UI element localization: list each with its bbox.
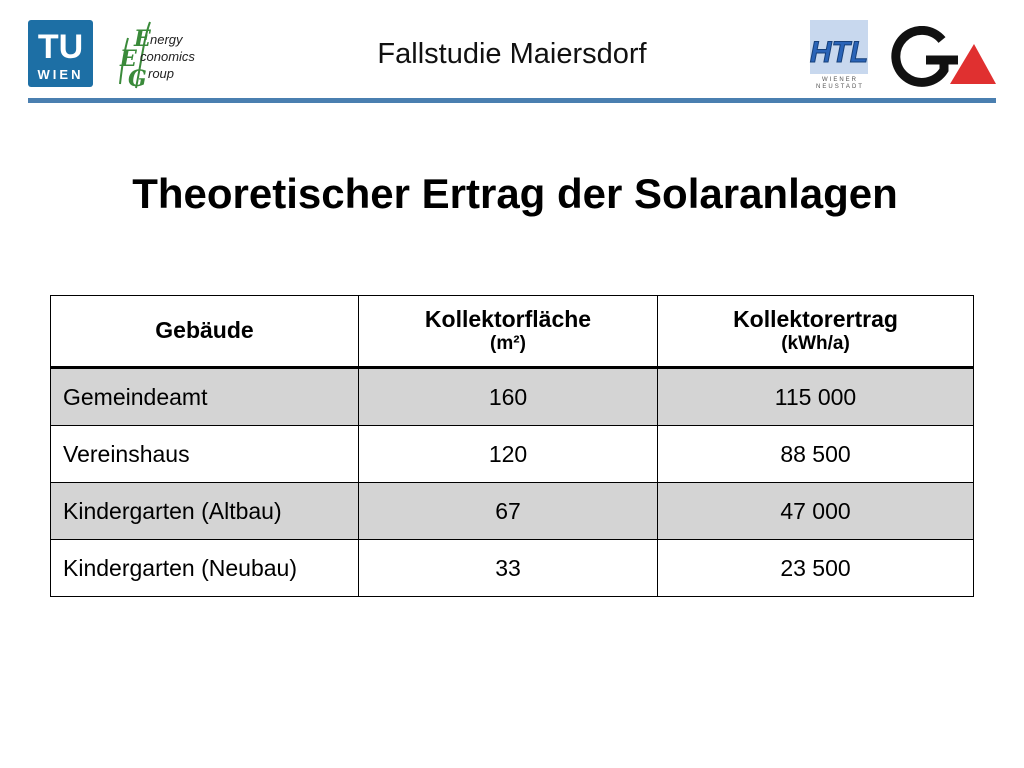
header-collector-yield-label: Kollektorertrag	[733, 305, 898, 332]
header-divider	[28, 98, 996, 103]
htl-logo-sub2: NEUSTADT	[816, 84, 864, 90]
cell-building: Kindergarten (Altbau)	[51, 483, 359, 540]
header-collector-area-unit: (m²)	[490, 333, 526, 355]
htl-logo-sub1: WIENER	[822, 77, 858, 83]
cell-area: 67	[359, 483, 658, 540]
header-title: Fallstudie Maiersdorf	[377, 38, 647, 70]
svg-text:E: E	[134, 26, 151, 52]
slide-title: Theoretischer Ertrag der Solaranlagen	[132, 170, 898, 217]
tu-logo-subtext: WIEN	[37, 67, 84, 82]
solar-yield-table	[50, 295, 974, 597]
header-building-label: Gebäude	[155, 317, 254, 344]
cell-yield: 47 000	[658, 483, 974, 540]
svg-text:E: E	[120, 46, 137, 72]
table-row	[51, 540, 974, 597]
cell-area: 160	[359, 368, 658, 426]
cell-building: Vereinshaus	[51, 426, 359, 483]
svg-text:G: G	[128, 66, 147, 90]
tu-logo-text: TU	[37, 28, 84, 66]
cell-yield: 88 500	[658, 426, 974, 483]
htl-logo	[808, 18, 872, 90]
eeg-logo-line2: conomics	[140, 49, 195, 64]
cell-area: 33	[359, 540, 658, 597]
table-row	[51, 368, 974, 426]
cell-area: 120	[359, 426, 658, 483]
cell-yield: 115 000	[658, 368, 974, 426]
header-collector-area-label: Kollektorfläche	[424, 305, 592, 332]
cell-building: Gemeindeamt	[51, 368, 359, 426]
eeg-logo-line1: nergy	[150, 32, 183, 47]
eeg-logo-line3: roup	[148, 66, 175, 81]
header-building	[51, 296, 359, 368]
table-row	[51, 483, 974, 540]
table-row	[51, 426, 974, 483]
table-header-row	[51, 296, 974, 368]
cell-building: Kindergarten (Neubau)	[51, 540, 359, 597]
cell-yield: 23 500	[658, 540, 974, 597]
header-collector-yield	[658, 296, 974, 368]
header-collector-area	[359, 296, 658, 368]
header-collector-yield-unit: (kWh/a)	[781, 333, 850, 355]
g-triangle-logo	[888, 26, 998, 88]
htl-logo-text: HTL	[809, 36, 869, 69]
